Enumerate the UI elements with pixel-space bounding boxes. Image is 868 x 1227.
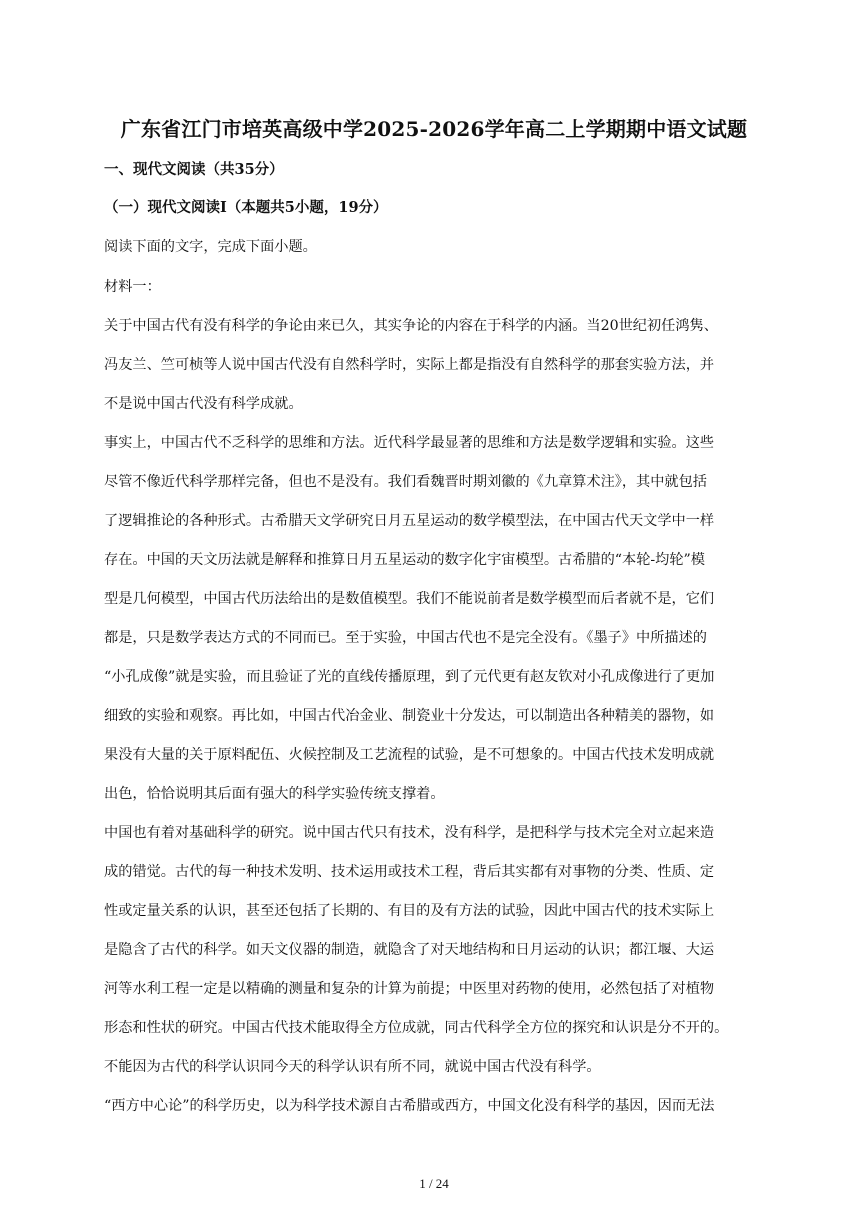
paragraph-line: 尽管不像近代科学那样完备，但也不是没有。我们看魏晋时期刘徽的《九章算术注》，其中就包括 (104, 474, 707, 490)
material-label: 材料一： (104, 279, 161, 295)
paragraph-line: 中国也有着对基础科学的研究。说中国古代只有技术，没有科学，是把科学与技术完全对立起来造 (104, 825, 715, 841)
paragraph-line: 出色，恰恰说明其后面有强大的科学实验传统支撑着。 (104, 786, 445, 802)
paragraph-line: 形态和性状的研究。中国古代技术能取得全方位成就，同古代科学全方位的探究和认识是分不开的。 (104, 1020, 729, 1036)
paragraph-line: 不能因为古代的科学认识同今天的科学认识有所不同，就说中国古代没有科学。 (104, 1059, 601, 1075)
paragraph-line: 事实上，中国古代不乏科学的思维和方法。近代科学最显著的思维和方法是数学逻辑和实验。这些 (104, 435, 715, 451)
paragraph-line: 成的错觉。古代的每一种技术发明、技术运用或技术工程，背后其实都有对事物的分类、性质、定 (104, 864, 715, 880)
paragraph-line: 关于中国古代有没有科学的争论由来已久，其实争论的内容在于科学的内涵。当20世纪初任鸿隽、 (104, 318, 718, 334)
paragraph-line: 河等水利工程一定是以精确的测量和复杂的计算为前提；中医里对药物的使用，必然包括了对植物 (104, 981, 715, 997)
instruction-text: 阅读下面的文字，完成下面小题。 (104, 239, 317, 255)
paragraph-line: “西方中心论”的科学历史，以为科学技术源自古希腊或西方，中国文化没有科学的基因，因而无法 (104, 1098, 715, 1114)
paragraph-line: 冯友兰、竺可桢等人说中国古代没有自然科学时，实际上都是指没有自然科学的那套实验方法，并 (104, 357, 715, 373)
paragraph-line: 都是，只是数学表达方式的不同而已。至于实验，中国古代也不是完全没有。《墨子》中所描述的 (104, 630, 707, 646)
paragraph-line: 果没有大量的关于原料配伍、火候控制及工艺流程的试验，是不可想象的。中国古代技术发明成就 (104, 747, 715, 763)
paragraph-line: 型是几何模型，中国古代历法给出的是数值模型。我们不能说前者是数学模型而后者就不是，它们 (104, 591, 715, 607)
paragraph-line: 细致的实验和观察。再比如，中国古代冶金业、制瓷业十分发达，可以制造出各种精美的器物，如 (104, 708, 715, 724)
subsection-heading: （一）现代文阅读Ⅰ（本题共5小题，19分） (104, 199, 388, 216)
document-title: 广东省江门市培英高级中学2025-2026学年高二上学期期中语文试题 (120, 117, 748, 141)
paragraph-line: 不是说中国古代没有科学成就。 (104, 396, 303, 412)
section-heading: 一、现代文阅读（共35分） (104, 161, 284, 178)
paragraph-line: 了逻辑推论的各种形式。古希腊天文学研究日月五星运动的数学模型法，在中国古代天文学中一样 (104, 513, 715, 529)
paragraph-line: “小孔成像”就是实验，而且验证了光的直线传播原理，到了元代更有赵友钦对小孔成像进行了更加 (104, 669, 715, 685)
paragraph-line: 是隐含了古代的科学。如天文仪器的制造，就隐含了对天地结构和日月运动的认识；都江堰、大运 (104, 942, 715, 958)
paragraph-line: 存在。中国的天文历法就是解释和推算日月五星运动的数字化宇宙模型。古希腊的“本轮-均轮”模 (104, 552, 705, 568)
page-number: 1 / 24 (419, 1176, 449, 1191)
paragraph-line: 性或定量关系的认识，甚至还包括了长期的、有目的及有方法的试验，因此中国古代的技术实际上 (104, 903, 715, 919)
